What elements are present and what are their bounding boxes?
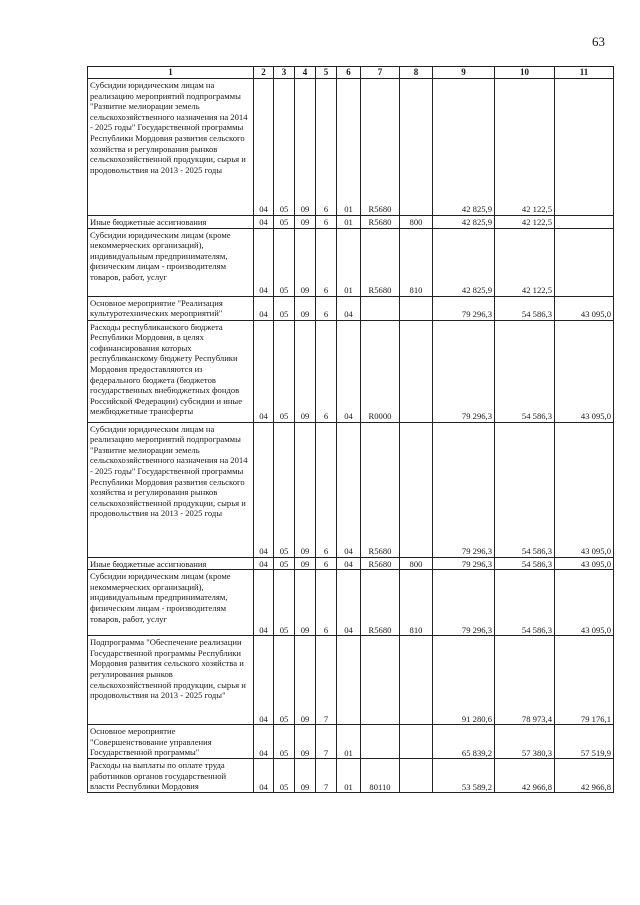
code-cell: 04 bbox=[337, 557, 361, 570]
amount-cell: 42 825,9 bbox=[433, 216, 495, 229]
row-name: Расходы республиканского бюджета Республики Мордовия, в целях софинансирования которых республиканскому бюджету Республики Мордовия предоставляются из федерального бюджета (бюджетов государственных внебюджетных фондов Российской Федерации) субсидии и иные межбюджетные трансферты bbox=[88, 320, 254, 422]
code-cell: 04 bbox=[337, 570, 361, 636]
code-cell bbox=[400, 422, 433, 557]
code-cell: R5680 bbox=[361, 422, 400, 557]
code-cell: 09 bbox=[295, 557, 316, 570]
code-cell: 6 bbox=[316, 296, 337, 320]
budget-table bbox=[87, 66, 614, 793]
header-cell: 5 bbox=[316, 67, 337, 79]
table-row bbox=[88, 216, 614, 229]
row-name: Субсидии юридическим лицам (кроме некоммерческих организаций), индивидуальным предпринимателям, физическим лицам - производителям товаров, работ, услуг bbox=[88, 228, 254, 296]
header-cell: 1 bbox=[88, 67, 254, 79]
code-cell: 05 bbox=[274, 320, 295, 422]
table-row bbox=[88, 79, 614, 216]
table-row bbox=[88, 320, 614, 422]
code-cell bbox=[361, 725, 400, 759]
code-cell bbox=[400, 320, 433, 422]
code-cell: 05 bbox=[274, 422, 295, 557]
amount-cell: 79 296,3 bbox=[433, 570, 495, 636]
row-name: Подпрограмма "Обеспечение реализации Государственной программы Республики Мордовия развития сельского хозяйства и регулирования рынков сельскохозяйственной продукции, сырья и продовольствия на 2013 - 2025 годы" bbox=[88, 636, 254, 725]
code-cell: 04 bbox=[254, 320, 274, 422]
amount-cell: 43 095,0 bbox=[555, 296, 614, 320]
code-cell: 09 bbox=[295, 320, 316, 422]
code-cell: 01 bbox=[337, 725, 361, 759]
code-cell: 05 bbox=[274, 570, 295, 636]
amount-cell: 78 973,4 bbox=[495, 636, 555, 725]
row-name: Основное мероприятие "Совершенствование управления Государственной программы" bbox=[88, 725, 254, 759]
table-header-row bbox=[88, 67, 614, 79]
code-cell: 04 bbox=[254, 759, 274, 793]
code-cell: 09 bbox=[295, 725, 316, 759]
header-cell: 9 bbox=[433, 67, 495, 79]
code-cell: 6 bbox=[316, 79, 337, 216]
code-cell: 04 bbox=[337, 320, 361, 422]
row-name: Субсидии юридическим лицам на реализацию мероприятий подпрограммы "Развитие мелиорации земель сельскохозяйственного назначения на 2014 - 2025 годы" Государственной программы Республики Мордовия развития сельского хозяйства и регулирования рынков сельскохозяйственной продукции, сырья и продовольствия на 2013 - 2025 годы bbox=[88, 79, 254, 216]
header-cell: 3 bbox=[274, 67, 295, 79]
code-cell: 05 bbox=[274, 725, 295, 759]
code-cell: 05 bbox=[274, 228, 295, 296]
amount-cell: 53 589,2 bbox=[433, 759, 495, 793]
amount-cell: 79 296,3 bbox=[433, 422, 495, 557]
code-cell bbox=[400, 725, 433, 759]
header-cell: 11 bbox=[555, 67, 614, 79]
amount-cell: 79 296,3 bbox=[433, 296, 495, 320]
code-cell: 09 bbox=[295, 216, 316, 229]
code-cell: 6 bbox=[316, 570, 337, 636]
table-row bbox=[88, 636, 614, 725]
amount-cell: 79 176,1 bbox=[555, 636, 614, 725]
amount-cell: 54 586,3 bbox=[495, 296, 555, 320]
code-cell: 7 bbox=[316, 636, 337, 725]
code-cell: 6 bbox=[316, 320, 337, 422]
code-cell bbox=[400, 296, 433, 320]
row-name: Расходы на выплаты по оплате труда работников органов государственной власти Республики Мордовия bbox=[88, 759, 254, 793]
code-cell: 05 bbox=[274, 636, 295, 725]
header-cell: 7 bbox=[361, 67, 400, 79]
table-row bbox=[88, 759, 614, 793]
code-cell: 04 bbox=[254, 636, 274, 725]
code-cell bbox=[400, 759, 433, 793]
code-cell: 7 bbox=[316, 725, 337, 759]
code-cell: 01 bbox=[337, 216, 361, 229]
code-cell: 05 bbox=[274, 296, 295, 320]
code-cell bbox=[337, 636, 361, 725]
amount-cell: 42 825,9 bbox=[433, 228, 495, 296]
table-row bbox=[88, 422, 614, 557]
code-cell: 6 bbox=[316, 422, 337, 557]
page-number: 63 bbox=[592, 34, 605, 49]
code-cell: 80110 bbox=[361, 759, 400, 793]
amount-cell: 42 966,8 bbox=[495, 759, 555, 793]
amount-cell: 42 966,8 bbox=[555, 759, 614, 793]
code-cell: 04 bbox=[337, 296, 361, 320]
row-name: Иные бюджетные ассигнования bbox=[88, 216, 254, 229]
code-cell: R5680 bbox=[361, 557, 400, 570]
code-cell: 810 bbox=[400, 228, 433, 296]
code-cell: 01 bbox=[337, 228, 361, 296]
amount-cell bbox=[555, 228, 614, 296]
amount-cell: 54 586,3 bbox=[495, 422, 555, 557]
table-row bbox=[88, 725, 614, 759]
header-cell: 4 bbox=[295, 67, 316, 79]
amount-cell: 65 839,2 bbox=[433, 725, 495, 759]
code-cell: 01 bbox=[337, 759, 361, 793]
code-cell: 04 bbox=[254, 216, 274, 229]
row-name: Иные бюджетные ассигнования bbox=[88, 557, 254, 570]
amount-cell: 91 280,6 bbox=[433, 636, 495, 725]
code-cell: R5680 bbox=[361, 79, 400, 216]
code-cell: 6 bbox=[316, 228, 337, 296]
amount-cell: 54 586,3 bbox=[495, 570, 555, 636]
code-cell: 04 bbox=[254, 296, 274, 320]
code-cell: R0000 bbox=[361, 320, 400, 422]
amount-cell: 79 296,3 bbox=[433, 320, 495, 422]
code-cell: 04 bbox=[254, 79, 274, 216]
row-name: Субсидии юридическим лицам (кроме некоммерческих организаций), индивидуальным предпринимателям, физическим лицам - производителям товаров, работ, услуг bbox=[88, 570, 254, 636]
code-cell: 09 bbox=[295, 759, 316, 793]
code-cell: 05 bbox=[274, 759, 295, 793]
amount-cell: 54 586,3 bbox=[495, 320, 555, 422]
table-row bbox=[88, 557, 614, 570]
code-cell: 04 bbox=[254, 725, 274, 759]
code-cell: 04 bbox=[254, 570, 274, 636]
code-cell: 810 bbox=[400, 570, 433, 636]
code-cell: R5680 bbox=[361, 570, 400, 636]
code-cell: 04 bbox=[254, 228, 274, 296]
amount-cell: 42 122,5 bbox=[495, 216, 555, 229]
code-cell: 09 bbox=[295, 636, 316, 725]
amount-cell: 57 380,3 bbox=[495, 725, 555, 759]
code-cell: 6 bbox=[316, 557, 337, 570]
code-cell: R5680 bbox=[361, 216, 400, 229]
amount-cell: 43 095,0 bbox=[555, 422, 614, 557]
code-cell: 04 bbox=[254, 557, 274, 570]
amount-cell: 42 122,5 bbox=[495, 228, 555, 296]
amount-cell: 43 095,0 bbox=[555, 320, 614, 422]
code-cell: 09 bbox=[295, 79, 316, 216]
code-cell: 09 bbox=[295, 422, 316, 557]
table-row bbox=[88, 228, 614, 296]
amount-cell: 57 519,9 bbox=[555, 725, 614, 759]
amount-cell: 43 095,0 bbox=[555, 557, 614, 570]
header-cell: 10 bbox=[495, 67, 555, 79]
amount-cell: 43 095,0 bbox=[555, 570, 614, 636]
row-name: Субсидии юридическим лицам на реализацию мероприятий подпрограммы "Развитие мелиорации земель сельскохозяйственного назначения на 2014 - 2025 годы" Государственной программы Республики Мордовия развития сельского хозяйства и регулирования рынков сельскохозяйственной продукции, сырья и продовольствия на 2013 - 2025 годы bbox=[88, 422, 254, 557]
amount-cell bbox=[555, 216, 614, 229]
code-cell: 800 bbox=[400, 216, 433, 229]
code-cell bbox=[361, 636, 400, 725]
amount-cell: 42 122,5 bbox=[495, 79, 555, 216]
code-cell: 09 bbox=[295, 570, 316, 636]
code-cell: 01 bbox=[337, 79, 361, 216]
code-cell: 04 bbox=[254, 422, 274, 557]
code-cell: 09 bbox=[295, 228, 316, 296]
code-cell: 7 bbox=[316, 759, 337, 793]
code-cell: 05 bbox=[274, 557, 295, 570]
code-cell: R5680 bbox=[361, 228, 400, 296]
row-name: Основное мероприятие "Реализация культуротехнических мероприятий" bbox=[88, 296, 254, 320]
code-cell bbox=[361, 296, 400, 320]
code-cell: 09 bbox=[295, 296, 316, 320]
header-cell: 2 bbox=[254, 67, 274, 79]
table-row bbox=[88, 296, 614, 320]
amount-cell: 54 586,3 bbox=[495, 557, 555, 570]
amount-cell bbox=[555, 79, 614, 216]
code-cell: 800 bbox=[400, 557, 433, 570]
code-cell bbox=[400, 79, 433, 216]
code-cell: 05 bbox=[274, 79, 295, 216]
code-cell: 05 bbox=[274, 216, 295, 229]
header-cell: 6 bbox=[337, 67, 361, 79]
code-cell: 6 bbox=[316, 216, 337, 229]
amount-cell: 79 296,3 bbox=[433, 557, 495, 570]
header-cell: 8 bbox=[400, 67, 433, 79]
code-cell: 04 bbox=[337, 422, 361, 557]
table-row bbox=[88, 570, 614, 636]
amount-cell: 42 825,9 bbox=[433, 79, 495, 216]
code-cell bbox=[400, 636, 433, 725]
